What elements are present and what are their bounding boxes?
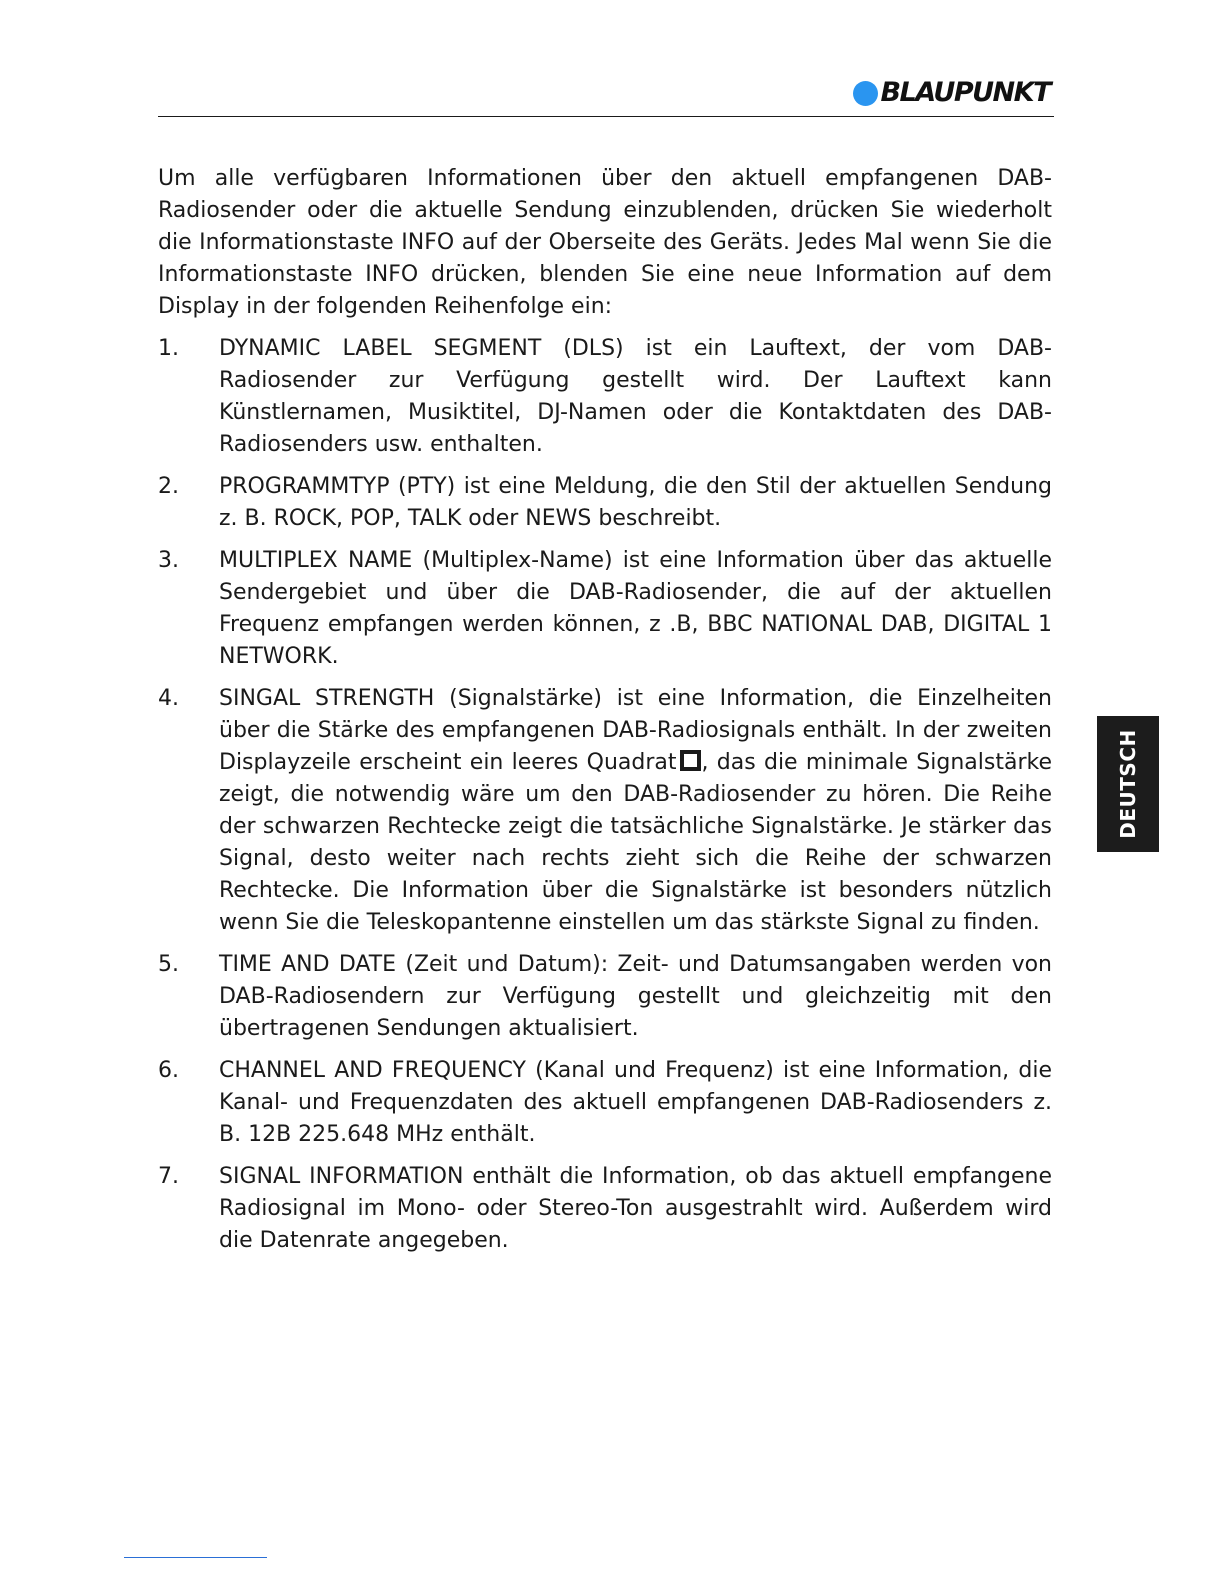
list-item xyxy=(158,1161,1052,1257)
brand-name: BLAUPUNKT xyxy=(880,77,1050,108)
intro-paragraph: Um alle verfügbaren Informationen über den aktuell empfangenen DAB-Radiosender oder die aktuelle Sendung einzublenden, drücken Sie wiederholt die Informationstaste INFO auf der Oberseite des Geräts. Jedes Mal wenn Sie die Informationstaste INFO drücken, blenden Sie eine neue Information auf dem Display in der folgenden Reihenfolge ein: xyxy=(158,166,1052,319)
list-item xyxy=(158,471,1052,535)
empty-square-icon xyxy=(680,750,701,771)
item-number: 6. xyxy=(158,1058,179,1083)
page-content xyxy=(158,163,1052,1267)
item-number: 2. xyxy=(158,474,179,499)
item-number: 3. xyxy=(158,548,179,573)
item-text: DYNAMIC LABEL SEGMENT (DLS) ist ein Lauftext, der vom DAB-Radiosender zur Verfügung gestellt wird. Der Lauftext kann Künstlernamen, Musiktitel, DJ-Namen oder die Kontaktdaten des DAB-Radiosenders usw. enthalten. xyxy=(219,336,1052,457)
item-text-before: SINGAL STRENGTH (Signalstärke) ist eine Information, die Einzelheiten über die Stärke des empfangenen DAB-Radiosignals enthält. In der zweiten Displayzeile erscheint ein leeres Quadrat xyxy=(219,686,1052,775)
brand-dot-icon xyxy=(853,81,878,106)
item-number: 1. xyxy=(158,336,179,361)
list-item xyxy=(158,545,1052,673)
item-number: 7. xyxy=(158,1164,179,1189)
list-item xyxy=(158,333,1052,461)
info-list xyxy=(158,333,1052,1257)
item-text: SIGNAL INFORMATION enthält die Information, ob das aktuell empfangene Radiosignal im Mono- oder Stereo-Ton ausgestrahlt wird. Außerdem wird die Datenrate angegeben. xyxy=(219,1164,1052,1253)
item-text-after: , das die minimale Signalstärke zeigt, die notwendig wäre um den DAB-Radiosender zu hören. Die Reihe der schwarzen Rechtecke zeigt die tatsächliche Signalstärke. Je stärker das Signal, desto weiter nach rechts zieht sich die Reihe der schwarzen Rechtecke. Die Information über die Signalstärke ist besonders nützlich wenn Sie die Teleskopantenne einstellen um das stärkste Signal zu finden. xyxy=(219,750,1052,935)
brand-logo xyxy=(853,78,1050,108)
item-text: PROGRAMMTYP (PTY) ist eine Meldung, die den Stil der aktuellen Sendung z. B. ROCK, POP, TALK oder NEWS beschreibt. xyxy=(219,474,1052,531)
item-text: MULTIPLEX NAME (Multiplex-Name) ist eine Information über das aktuelle Sendergebiet und über die DAB-Radiosender, die auf der aktuellen Frequenz empfangen werden können, z .B, BBC NATIONAL DAB, DIGITAL 1 NETWORK. xyxy=(219,548,1052,669)
language-tab-label: DEUTSCH xyxy=(1116,729,1140,839)
list-item xyxy=(158,949,1052,1045)
item-number: 5. xyxy=(158,952,179,977)
language-tab xyxy=(1097,716,1159,852)
item-number: 4. xyxy=(158,686,179,711)
item-text: CHANNEL AND FREQUENCY (Kanal und Frequenz) ist eine Information, die Kanal- und Frequenzdaten des aktuell empfangenen DAB-Radiosenders z. B. 12B 225.648 MHz enthält. xyxy=(219,1058,1052,1147)
item-text: TIME AND DATE (Zeit und Datum): Zeit- und Datumsangaben werden von DAB-Radiosendern zur Verfügung gestellt und gleichzeitig mit den übertragenen Sendungen aktualisiert. xyxy=(219,952,1052,1041)
list-item xyxy=(158,1055,1052,1151)
list-item xyxy=(158,683,1052,939)
item-text xyxy=(219,683,1052,939)
footer-rule xyxy=(124,1557,267,1558)
page-header xyxy=(158,76,1054,117)
